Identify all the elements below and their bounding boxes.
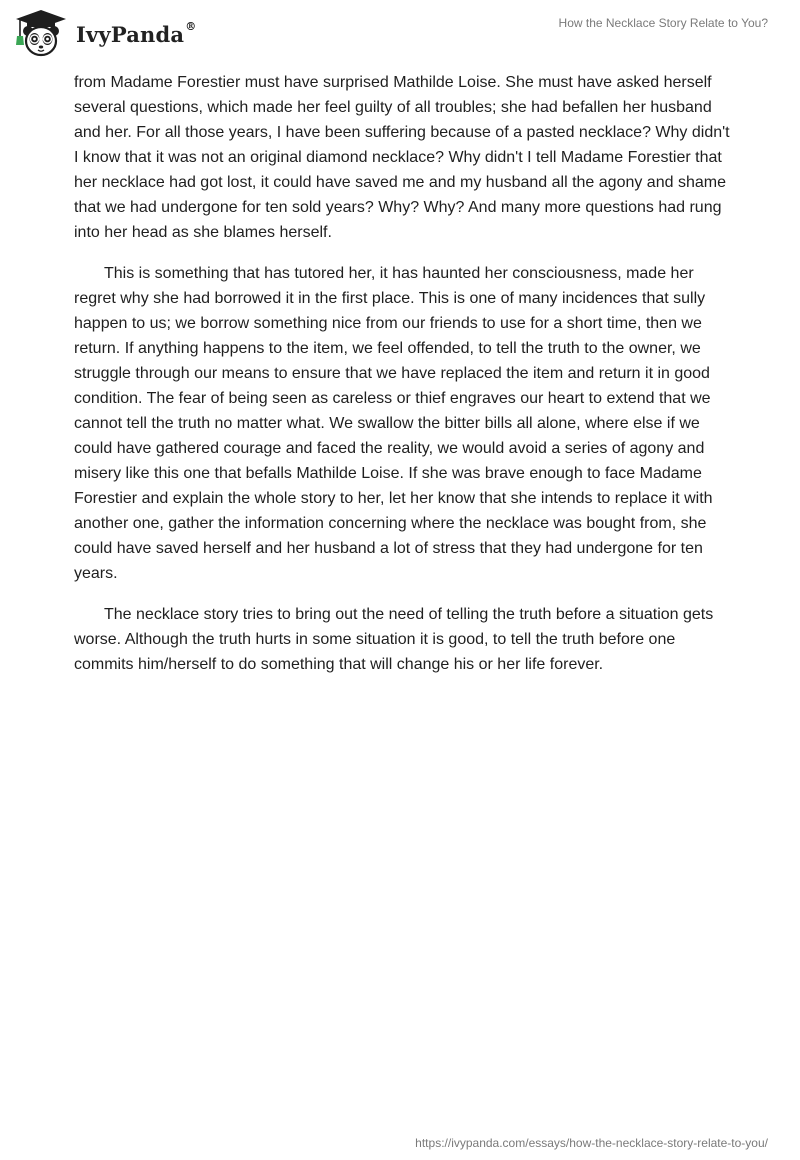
- paragraph-1: from Madame Forestier must have surprised Mathilde Loise. She must have asked herself several questions, which made her feel guilty of all troubles; she had befallen her husband and her. For all those years, I have been suffering because of a pasted necklace? Why didn't I know that it was not an original diamond necklace? Why didn't I tell Madame Forestier that her necklace had got lost, it could have saved me and my husband all the agony and shame that we had undergone for ten sold years? Why? Why? And many more questions had rung into her head as she blames herself.: [74, 74, 730, 241]
- essay-body: [74, 70, 734, 693]
- brand-logo[interactable]: [14, 8, 196, 58]
- document-title: How the Necklace Story Relate to You?: [558, 16, 768, 30]
- paragraph-2: This is something that has tutored her, it has haunted her consciousness, made her regret why she had borrowed it in the first place. This is one of many incidences that sully happen to us; we borrow something nice from our friends to use for a short time, then we return. If anything happens to the item, we feel offended, to tell the truth to the owner, we struggle through our means to ensure that we have replaced the item and return it in good condition. The fear of being seen as careless or thief engraves our heart to extend that we cannot tell the truth no matter what. We swallow the bitter bills all alone, where else if we could have gathered courage and faced the reality, we would avoid a series of agony and misery like this one that befalls Mathilde Loise. If she was brave enough to face Madame Forestier and explain the whole story to her, let her know that she intends to replace it with another one, gather the information concerning where the necklace was bought from, she could have saved herself and her husband a lot of stress that they had undergone for ten years.: [74, 265, 713, 582]
- registered-mark: ®: [185, 19, 197, 33]
- source-url[interactable]: https://ivypanda.com/essays/how-the-necklace-story-relate-to-you/: [415, 1136, 768, 1150]
- panda-graduate-icon: [14, 9, 68, 57]
- page-header: [0, 0, 800, 70]
- brand-name: IvyPanda®: [76, 19, 197, 47]
- paragraph-3: The necklace story tries to bring out the need of telling the truth before a situation gets worse. Although the truth hurts in some situation it is good, to tell the truth before one commits him/herself to do something that will change his or her life forever.: [74, 606, 714, 673]
